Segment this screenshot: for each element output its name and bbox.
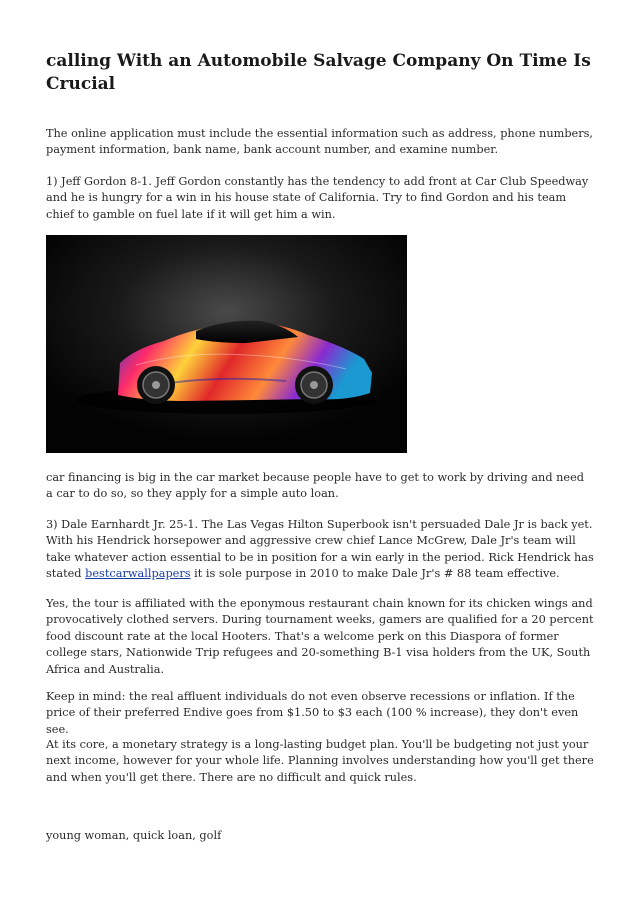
paragraph-jeff-gordon: 1) Jeff Gordon 8-1. Jeff Gordon constantly has the tendency to add front at Car Club Speedway and he is hungry for a win in his house state of California. Try to find Gordon and his team chief to gamble on fuel late if it will get him a win. bbox=[46, 175, 589, 221]
paragraph-dale-earnhardt-text-end: it is sole purpose in 2010 to make Dale Jr's # 88 team effective. bbox=[190, 567, 560, 581]
tags-line: young woman, quick loan, golf bbox=[46, 829, 222, 842]
paragraph-affluent: Keep in mind: the real affluent individuals do not even observe recessions or inflation. If the price of their preferred Endive goes from $1.50 to $3 each (100 % increase), they don't even see. bbox=[46, 690, 579, 736]
paragraph-application-info: The online application must include the essential information such as address, phone numbers, payment information, bank name, bank account number, and examine number. bbox=[46, 127, 594, 157]
bestcarwallpapers-link[interactable]: bestcarwallpapers bbox=[85, 567, 191, 581]
paragraph-dale-earnhardt bbox=[46, 517, 594, 583]
paragraph-tour-hooters: Yes, the tour is affiliated with the eponymous restaurant chain known for its chicken wings and provocatively clothed servers. During tournament weeks, gamers are qualified for a 20 percent food discount rate at the local Hooters. That's a welcome perk on this Diaspora of former college stars, Nationwide Trip refugees and 20-something B-1 visa holders from the UK, South Africa and Australia. bbox=[46, 597, 594, 676]
paragraph-monetary-strategy: At its core, a monetary strategy is a long-lasting budget plan. You'll be budgeting not just your next income, however for your whole life. Planning involves understanding how you'll get there and when you'll get there. There are no difficult and quick rules. bbox=[46, 738, 594, 784]
sports-car-photo bbox=[46, 235, 407, 453]
paragraph-car-financing: car financing is big in the car market because people have to get to work by driving and need a car to do so, so they apply for a simple auto loan. bbox=[46, 471, 585, 501]
page-title: calling With an Automobile Salvage Company On Time Is Crucial bbox=[46, 51, 591, 94]
paragraph-dale-earnhardt-text-start: 3) Dale Earnhardt Jr. 25-1. The Las Vegas Hilton Superbook isn't persuaded Dale Jr is back yet. With his Hendrick horsepower and aggressive crew chief Lance McGrew, Dale Jr's team will take whatever action essential to be in position for a win early in the period. Rick Hendrick has stated bbox=[46, 518, 594, 581]
